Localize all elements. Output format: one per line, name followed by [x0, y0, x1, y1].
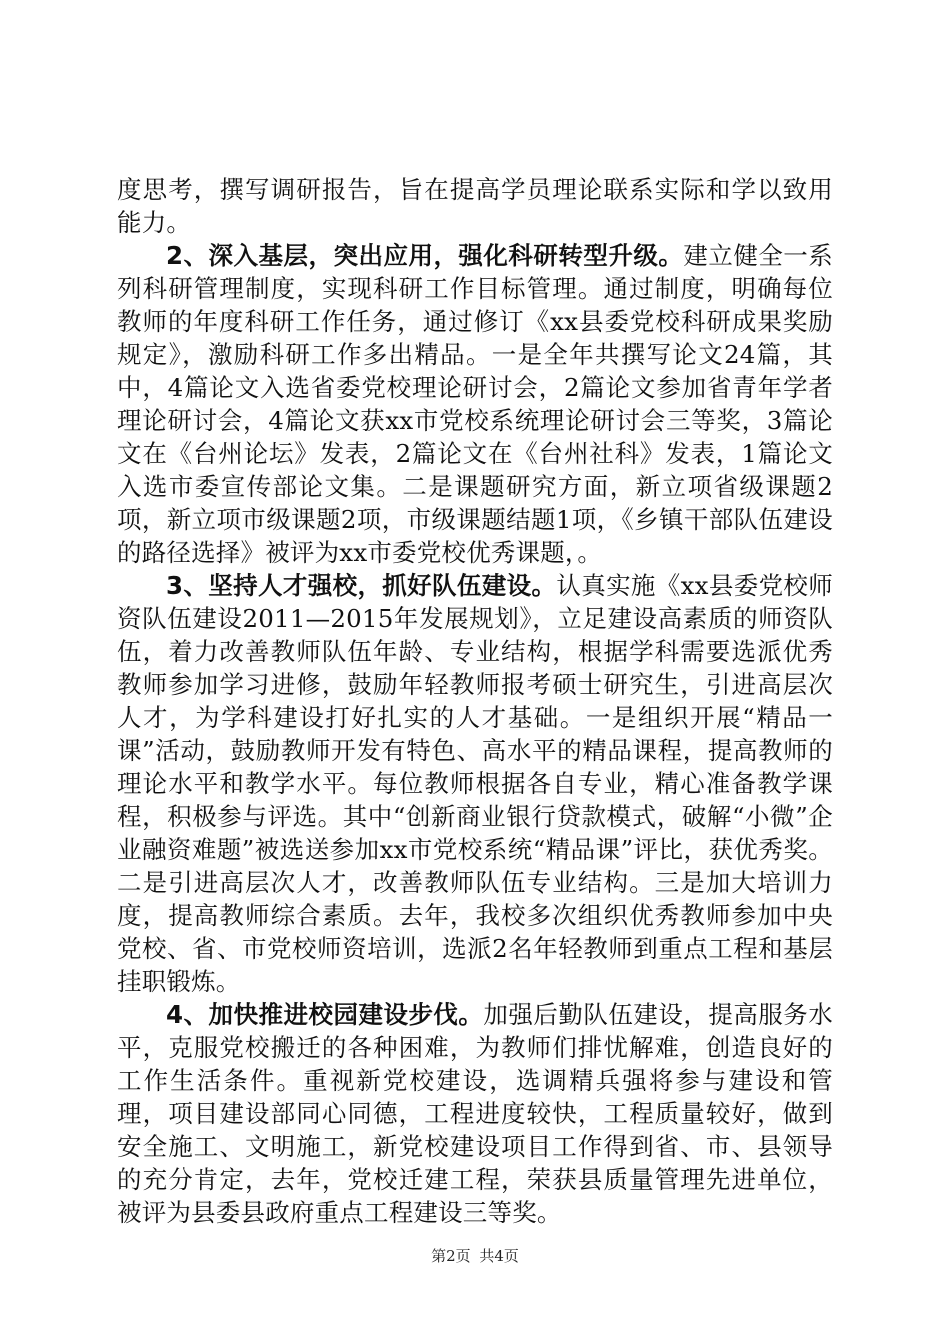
page-number: 第2页: [431, 1247, 471, 1265]
document-body: [117, 173, 833, 1229]
paragraph-text: 认真实施《xx县委党校师资队伍建设2011—2015年发展规划》，立足建设高素质的师资队伍，着力改善教师队伍年龄、专业结构，根据学科需要选派优秀教师参加学习进修，鼓励年轻教师报考硕士研究生，引进高层次人才，为学科建设打好扎实的人才基础。一是组织开展“精品一课”活动，鼓励教师开发有特色、高水平的精品课程，提高教师的理论水平和教学水平。每位教师根据各自专业，精心准备教学课程，积极参与评选。其中“创新商业银行贷款模式，破解“小微”企业融资难题”被选送参加xx市党校系统“精品课”评比，获优秀奖。二是引进高层次人才，改善教师队伍专业结构。三是加大培训力度，提高教师综合素质。去年，我校多次组织优秀教师参加中央党校、省、市党校师资培训，选派2名年轻教师到重点工程和基层挂职锻炼。: [117, 571, 833, 996]
page-total: 共4页: [479, 1247, 519, 1265]
paragraph-3: [117, 569, 833, 998]
paragraph-heading: 2、深入基层，突出应用，强化科研转型升级。: [166, 241, 684, 270]
paragraph-text: 建立健全一系列科研管理制度，实现科研工作目标管理。通过制度，明确每位教师的年度科研工作任务，通过修订《xx县委党校科研成果奖励规定》，激励科研工作多出精品。一是全年共撰写论文24篇，其中，4篇论文入选省委党校理论研讨会，2篇论文参加省青年学者理论研讨会，4篇论文获xx市党校系统理论研讨会三等奖，3篇论文在《台州论坛》发表，2篇论文在《台州社科》发表，1篇论文入选市委宣传部论文集。二是课题研究方面，新立项省级课题2项，新立项市级课题2项，市级课题结题1项，《乡镇干部队伍建设的路径选择》被评为xx市委党校优秀课题，。: [117, 241, 833, 567]
page-footer: [0, 1245, 950, 1266]
paragraph-text: 度思考，撰写调研报告，旨在提高学员理论联系实际和学以致用能力。: [117, 175, 833, 237]
paragraph-heading: 3、坚持人才强校，抓好队伍建设。: [166, 571, 557, 600]
paragraph-1: [117, 173, 833, 239]
paragraph-heading: 4、加快推进校园建设步伐。: [166, 1000, 484, 1029]
paragraph-text: 加强后勤队伍建设，提高服务水平，克服党校搬迁的各种困难，为教师们排忧解难，创造良好的工作生活条件。重视新党校建设，选调精兵强将参与建设和管理，项目建设部同心同德，工程进度较快，工程质量较好，做到安全施工、文明施工，新党校建设项目工作得到省、市、县领导的充分肯定，去年，党校迁建工程，荣获县质量管理先进单位，被评为县委县政府重点工程建设三等奖。: [117, 1000, 833, 1227]
paragraph-2: [117, 239, 833, 569]
paragraph-4: [117, 998, 833, 1229]
